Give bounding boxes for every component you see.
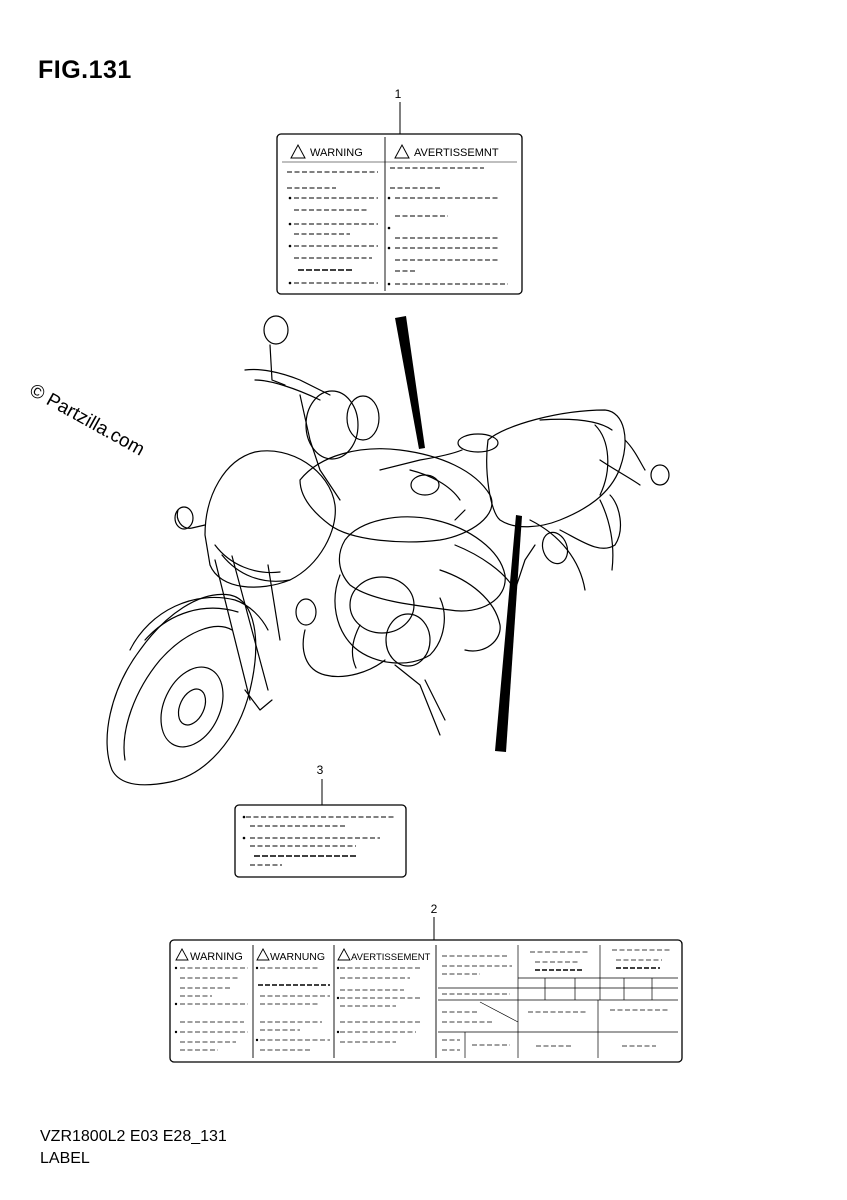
label-1[interactable] xyxy=(277,87,522,294)
label-3[interactable] xyxy=(235,763,406,877)
ref-number-2: 2 xyxy=(430,902,438,916)
footer-code: VZR1800L2 E03 E28_131 xyxy=(40,1128,227,1145)
ref-number-3: 3 xyxy=(316,763,324,777)
footer-label: LABEL xyxy=(40,1150,90,1167)
watermark: © Partzilla.com xyxy=(25,380,148,461)
figure-title: FIG.131 xyxy=(38,56,132,84)
label-2[interactable] xyxy=(170,902,682,1062)
warning-heading: WARNING xyxy=(190,951,243,963)
warning-heading: WARNING xyxy=(310,147,363,159)
ref-number-1: 1 xyxy=(394,87,402,101)
warnung-heading: WARNUNG xyxy=(270,951,326,963)
motorcycle-illustration xyxy=(107,316,669,785)
avertissement-heading: AVERTISSEMNT xyxy=(414,147,499,159)
pointer-label-1 xyxy=(395,316,425,449)
avertissement-heading: AVERTISSEMENT xyxy=(351,952,431,963)
